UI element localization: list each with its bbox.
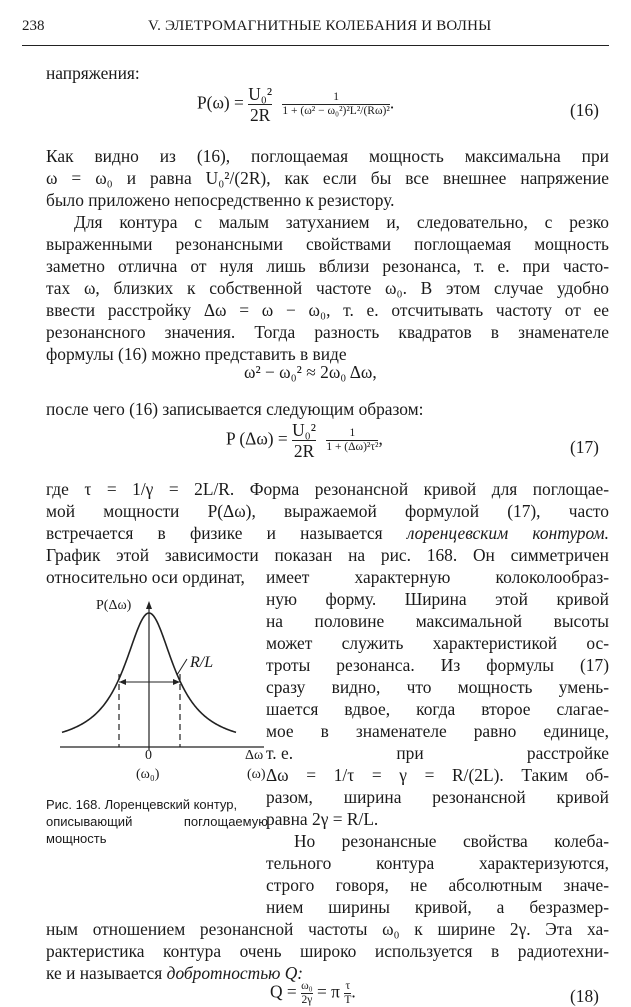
text-line: было приложено непосредственно к резистору.: [46, 190, 395, 210]
text-line: рактеристика контура очень широко используется в радиотехни-: [46, 941, 609, 961]
page-number: 238: [22, 18, 45, 34]
figure-caption-line: описывающий поглощаемую: [46, 814, 268, 829]
equation-number-16: (16): [570, 100, 599, 120]
text-line: Δω = 1/τ = γ = R/(2L). Таким об-: [266, 765, 609, 785]
text-line: [46, 962, 303, 984]
origin-sub-label: (ω₀): [136, 767, 160, 782]
eq16-den2: 1 + (ω² − ω₀²)²L²/(Rω)²: [282, 105, 390, 118]
text-line: на половине максимальной высоты: [266, 611, 609, 631]
equation-approx: ω² − ω₀² ≈ 2ω₀ Δω,: [244, 362, 377, 382]
header-rule: [22, 45, 609, 46]
width-arrow-left: [119, 679, 126, 685]
text-span: встречается в физике и называется: [46, 523, 383, 543]
eq18-num1: ω₀: [301, 980, 313, 992]
x-axis-label: Δω: [245, 748, 264, 763]
lorentz-figure: [46, 595, 271, 795]
origin-label: 0: [145, 748, 152, 763]
text-line: формулы (16) можно представить в виде: [46, 344, 347, 364]
eq18-tail: .: [351, 981, 356, 1002]
text-line: шается вдвое, когда второе слагае-: [266, 699, 609, 719]
eq17-den2: 1 + (Δω)²τ²: [326, 441, 379, 454]
text-line: ω = ω₀ и равна U₀²/(2R), как если бы все внешнее напряжение: [46, 168, 609, 188]
eq17-lhs: P (Δω) =: [226, 428, 288, 449]
text-span: при: [396, 743, 424, 763]
text-line: резонансного значения. Тогда разность квадратов в знаменателе: [46, 322, 609, 342]
text-line: равна 2γ = R/L.: [266, 809, 379, 829]
text-line: Но резонансные свойства колеба-: [294, 831, 609, 851]
text-line: ным отношением резонансной частоты ω₀ к ширине 2γ. Эта ха-: [46, 919, 609, 939]
text-line: строго говоря, не абсолютным значе-: [266, 875, 609, 895]
equation-number-18: (18): [570, 986, 599, 1006]
x-axis-sub-label: (ω): [247, 767, 266, 782]
figure-caption-line: Рис. 168. Лоренцевский контур,: [46, 797, 238, 812]
equation-18: [270, 980, 356, 1007]
eq16-den1: 2R: [249, 105, 271, 126]
text-line: [266, 742, 609, 764]
text-line: имеет характерную колоколообраз-: [266, 567, 609, 587]
text-line: после чего (16) записывается следующим образом:: [46, 399, 424, 419]
text-line: ную форму. Ширина этой кривой: [266, 589, 609, 609]
text-line: тах ω, близких к собственной частоте ω₀. В этом случае удобно: [46, 278, 609, 298]
text-line: мой мощности P(Δω), выражаемой формулой (17), часто: [46, 501, 609, 521]
text-line: Как видно из (16), поглощаемая мощность максимальна при: [46, 146, 609, 166]
equation-16: [197, 84, 394, 125]
text-line: мое в знаменателе равно единице,: [266, 721, 609, 741]
eq18-lhs: Q =: [270, 981, 297, 1002]
text-line: относительно оси ординат,: [46, 567, 245, 587]
eq17-num1: U₀²: [292, 420, 316, 440]
eq17-tail: ,: [378, 428, 383, 449]
eq17-num2: 1: [349, 426, 356, 439]
text-span: ке и называется: [46, 963, 163, 983]
text-line: График этой зависимости показан на рис. 168. Он симметричен: [46, 545, 609, 565]
text-line: где τ = 1/γ = 2L/R. Форма резонансной кривой для поглощае-: [46, 479, 609, 499]
text-line: может служить характеристикой ос-: [266, 633, 609, 653]
text-line: нием ширины кривой, а безразмер-: [266, 897, 609, 917]
y-axis-arrow: [146, 601, 152, 609]
eq17-den1: 2R: [293, 441, 315, 462]
text-line: сразу видно, что мощность умень-: [266, 677, 609, 697]
text-line: Для контура с малым затуханием и, следовательно, с резко: [74, 212, 609, 232]
eq16-num1: U₀²: [248, 84, 273, 104]
text-span: т. е.: [266, 743, 294, 763]
text-span: расстройке: [526, 743, 609, 763]
text-line: троты резонанса. Из формулы (17): [266, 655, 609, 675]
text-line: тельного контура характеризуются,: [266, 853, 609, 873]
eq16-lhs: P(ω) =: [197, 92, 244, 113]
label-leader: [177, 659, 187, 675]
text-line: разом, ширина резонансной кривой: [266, 787, 609, 807]
eq18-den2: T: [344, 994, 352, 1007]
text-line: выраженными резонансными свойствами поглощаемая мощность: [46, 234, 609, 254]
eq16-tail: .: [389, 92, 395, 113]
y-axis-label: P(Δω): [96, 598, 132, 613]
text-line: заметно отлична от нуля лишь вблизи резонанса, т. е. при часто-: [46, 256, 609, 276]
eq16-num2: 1: [333, 90, 339, 103]
text-line: [46, 522, 609, 544]
equation-17: [226, 420, 383, 461]
eq18-mid: = π: [317, 981, 340, 1002]
text-line: напряжения:: [46, 63, 140, 83]
term-lorentz-contour: лоренцевским контуром.: [406, 523, 609, 543]
running-title: V. ЭЛЕТРОМАГНИТНЫЕ КОЛЕБАНИЯ И ВОЛНЫ: [148, 18, 492, 34]
equation-number-17: (17): [570, 437, 599, 457]
eq18-num2: τ: [345, 980, 351, 992]
text-line: ввести расстройку Δω = ω − ω₀, т. е. отсчитывать частоту от ее: [46, 300, 609, 320]
term-quality-factor: добротностью Q:: [166, 963, 304, 983]
figure-caption-line: мощность: [46, 831, 107, 846]
width-label: R/L: [190, 654, 214, 671]
eq18-den1: 2γ: [301, 994, 313, 1007]
